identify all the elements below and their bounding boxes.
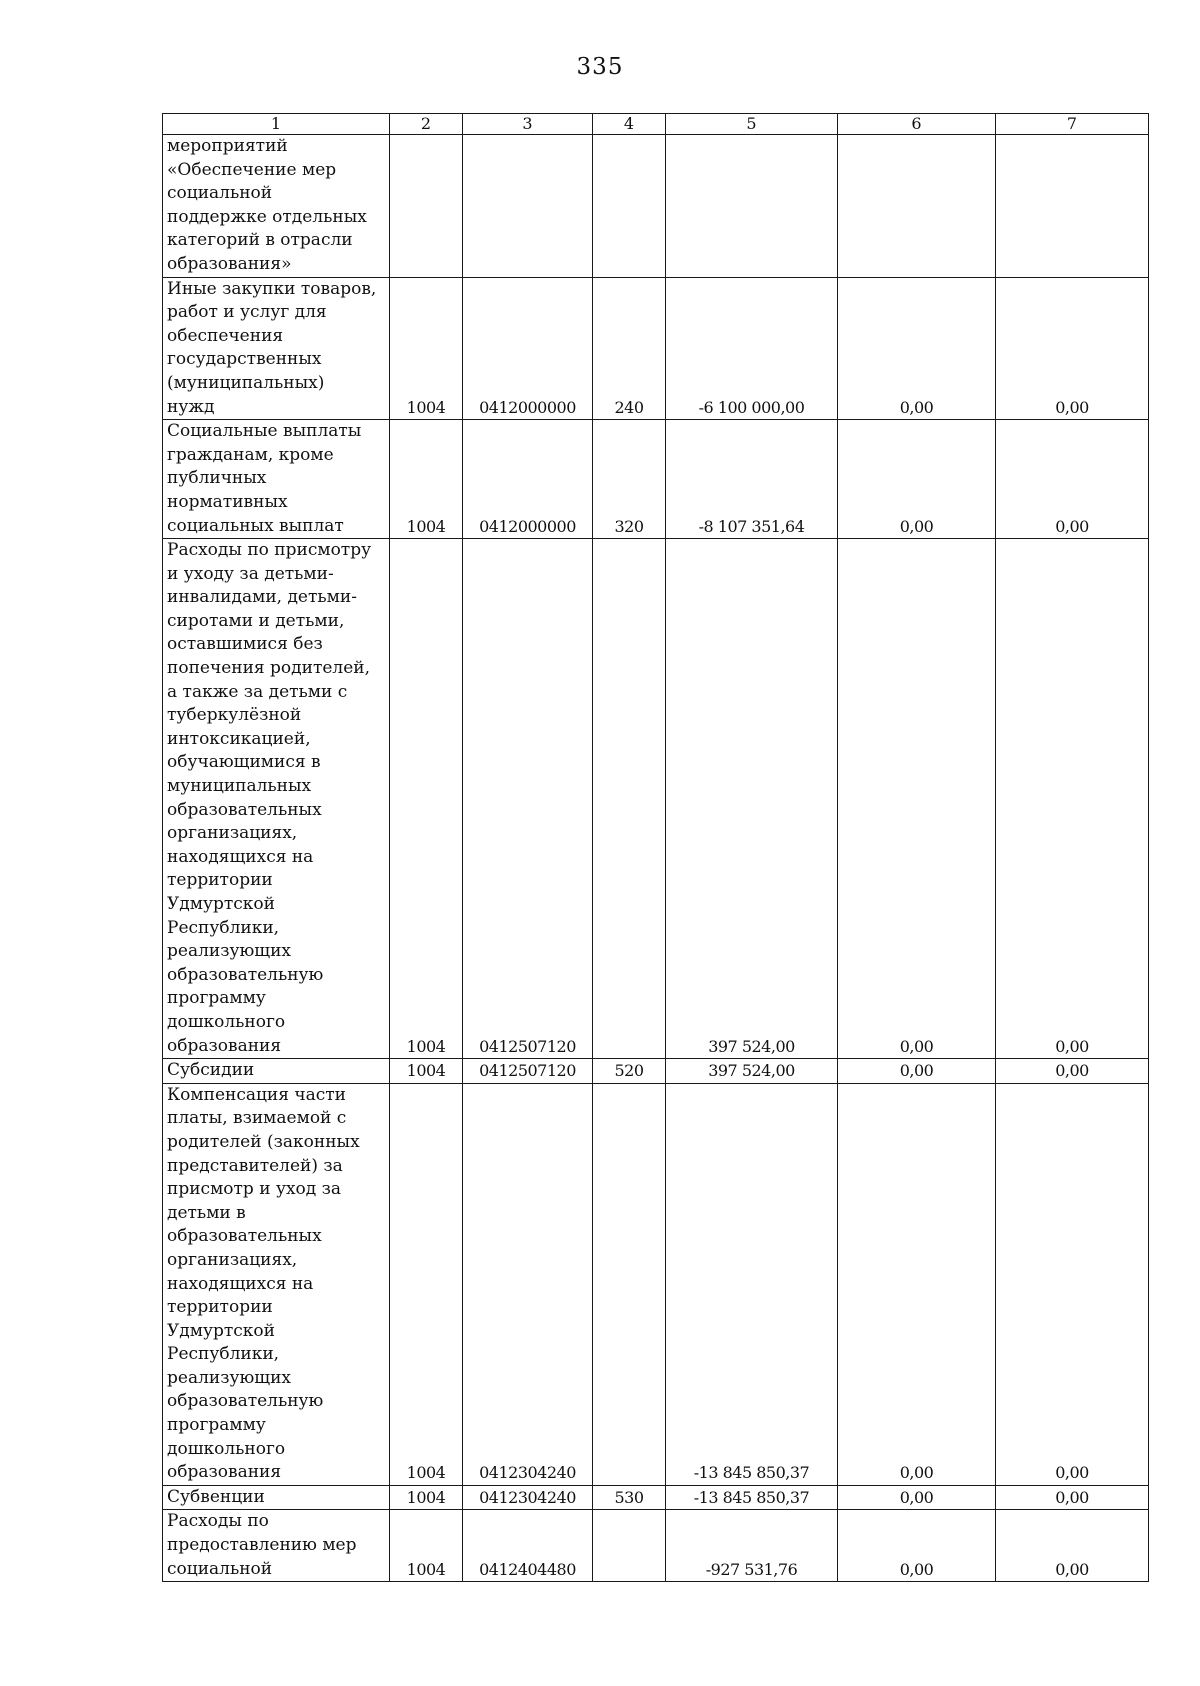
row-target: 0412404480 (463, 1510, 593, 1582)
row-type (593, 539, 666, 1059)
row-target: 0412304240 (463, 1083, 593, 1485)
table-row (163, 1485, 1149, 1510)
row-amount: -13 845 850,37 (666, 1485, 838, 1510)
row-col7: 0,00 (996, 1083, 1149, 1485)
row-col7: 0,00 (996, 539, 1149, 1059)
row-section: 1004 (390, 420, 463, 539)
row-target: 0412507120 (463, 1059, 593, 1084)
row-name: Субвенции (163, 1485, 390, 1510)
budget-table (162, 113, 1149, 1582)
row-section: 1004 (390, 1510, 463, 1582)
row-col6: 0,00 (838, 1485, 996, 1510)
row-name: Компенсация части платы, взимаемой с родителей (законных представителей) за присмотр и уход за детьми в образовательных организациях, находящихся на территории Удмуртской Республики, реализующих образовательную программу дошкольного образования (163, 1083, 390, 1485)
row-type: 240 (593, 277, 666, 420)
row-target (463, 135, 593, 278)
row-col6: 0,00 (838, 1510, 996, 1582)
table-row (163, 1510, 1149, 1582)
header-col-2: 2 (390, 114, 463, 135)
table-row (163, 1083, 1149, 1485)
table-row (163, 539, 1149, 1059)
row-col7: 0,00 (996, 1059, 1149, 1084)
page-number: 335 (576, 54, 624, 80)
row-type: 320 (593, 420, 666, 539)
row-section (390, 135, 463, 278)
row-amount: 397 524,00 (666, 539, 838, 1059)
row-amount: 397 524,00 (666, 1059, 838, 1084)
row-type: 530 (593, 1485, 666, 1510)
row-type (593, 1083, 666, 1485)
row-type: 520 (593, 1059, 666, 1084)
row-col6: 0,00 (838, 420, 996, 539)
row-name: Субсидии (163, 1059, 390, 1084)
row-amount: -6 100 000,00 (666, 277, 838, 420)
row-amount: -927 531,76 (666, 1510, 838, 1582)
row-col6: 0,00 (838, 539, 996, 1059)
row-target: 0412000000 (463, 420, 593, 539)
row-name: Социальные выплаты гражданам, кроме публичных нормативных социальных выплат (163, 420, 390, 539)
table-row (163, 420, 1149, 539)
header-row (163, 114, 1149, 135)
table-row (163, 135, 1149, 278)
row-target: 0412000000 (463, 277, 593, 420)
row-section: 1004 (390, 1059, 463, 1084)
table-row (163, 1059, 1149, 1084)
header-col-4: 4 (593, 114, 666, 135)
row-name: Расходы по присмотру и уходу за детьми- инвалидами, детьми- сиротами и детьми, оставшимися без попечения родителей, а также за детьми с туберкулёзной интоксикацией, обучающимися в муниципальных образовательных организациях, находящихся на территории Удмуртской Республики, реализующих образовательную программу дошкольного образования (163, 539, 390, 1059)
row-col6: 0,00 (838, 277, 996, 420)
header-col-6: 6 (838, 114, 996, 135)
header-col-5: 5 (666, 114, 838, 135)
row-name: Иные закупки товаров, работ и услуг для обеспечения государственных (муниципальных) нужд (163, 277, 390, 420)
header-col-1: 1 (163, 114, 390, 135)
row-amount (666, 135, 838, 278)
row-type (593, 1510, 666, 1582)
row-col6 (838, 135, 996, 278)
row-section: 1004 (390, 539, 463, 1059)
table-row (163, 277, 1149, 420)
row-col7 (996, 135, 1149, 278)
row-section: 1004 (390, 277, 463, 420)
row-name: Расходы по предоставлению мер социальной (163, 1510, 390, 1582)
row-col6: 0,00 (838, 1059, 996, 1084)
row-amount: -13 845 850,37 (666, 1083, 838, 1485)
row-type (593, 135, 666, 278)
row-col7: 0,00 (996, 420, 1149, 539)
row-col6: 0,00 (838, 1083, 996, 1485)
row-amount: -8 107 351,64 (666, 420, 838, 539)
row-col7: 0,00 (996, 1485, 1149, 1510)
row-col7: 0,00 (996, 277, 1149, 420)
row-col7: 0,00 (996, 1510, 1149, 1582)
row-target: 0412507120 (463, 539, 593, 1059)
header-col-3: 3 (463, 114, 593, 135)
header-col-7: 7 (996, 114, 1149, 135)
row-target: 0412304240 (463, 1485, 593, 1510)
row-name: мероприятий «Обеспечение мер социальной поддержке отдельных категорий в отрасли образования» (163, 135, 390, 278)
row-section: 1004 (390, 1485, 463, 1510)
row-section: 1004 (390, 1083, 463, 1485)
